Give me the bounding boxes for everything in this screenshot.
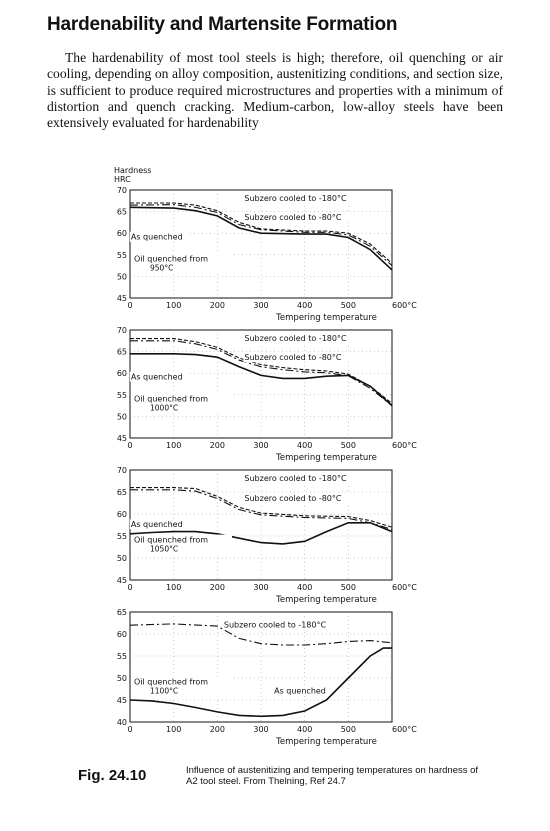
x-tick-label: 100 bbox=[166, 441, 182, 450]
oil-quench-label: Oil quenched from bbox=[134, 394, 209, 404]
x-tick-label: 400 bbox=[297, 441, 313, 450]
x-tick-label: 600°C bbox=[392, 441, 417, 450]
x-tick-label: 200 bbox=[209, 301, 225, 310]
x-tick-label: 600°C bbox=[392, 583, 417, 592]
x-tick-label: 0 bbox=[127, 725, 133, 734]
y-tick-label: 70 bbox=[116, 466, 127, 475]
x-axis-label: Tempering temperature bbox=[276, 453, 377, 463]
oil-quench-label: Oil quenched from bbox=[134, 677, 209, 687]
y-tick-label: 55 bbox=[116, 390, 127, 400]
x-tick-label: 600°C bbox=[392, 301, 417, 310]
x-tick-label: 0 bbox=[127, 301, 133, 310]
y-tick-label: 45 bbox=[116, 576, 127, 585]
x-tick-label: 500 bbox=[340, 725, 356, 734]
y-axis-unit: HRC bbox=[114, 175, 131, 184]
y-tick-label: 50 bbox=[116, 554, 127, 563]
x-tick-label: 300 bbox=[253, 725, 269, 734]
y-tick-label: 50 bbox=[116, 272, 127, 282]
x-tick-label: 500 bbox=[340, 583, 356, 592]
x-tick-label: 500 bbox=[340, 441, 356, 450]
series-label: Subzero cooled to -180°C bbox=[244, 333, 347, 343]
body-paragraph: The hardenability of most tool steels is high; therefore, oil quenching or air cooling, depending on alloy composition, austenitizing conditions, and section size, is sufficient to produce required microstructures and properties with a minimum of distortion and quench cracking. Medium-carbon, low-alloy steels have been extensively evaluated for hardenability bbox=[47, 50, 503, 131]
chart-panel-4 bbox=[117, 608, 417, 747]
y-tick-label: 65 bbox=[116, 608, 127, 617]
caption-text: Influence of austenitizing and tempering temperatures on hardness of A2 tool steel. From Thelning, Ref 24.7 bbox=[186, 765, 479, 787]
y-tick-label: 55 bbox=[116, 652, 127, 661]
y-axis-label: Hardness bbox=[114, 166, 152, 175]
y-tick-label: 65 bbox=[116, 488, 127, 497]
chart-panel-1 bbox=[114, 166, 417, 323]
x-tick-label: 500 bbox=[340, 301, 356, 310]
y-tick-label: 40 bbox=[116, 718, 127, 727]
series-label: Subzero cooled to -80°C bbox=[244, 213, 342, 223]
x-tick-label: 0 bbox=[127, 583, 133, 592]
oil-quench-temp: 950°C bbox=[150, 263, 174, 273]
series-label: Subzero cooled to -180°C bbox=[244, 474, 347, 483]
y-tick-label: 70 bbox=[116, 186, 127, 195]
y-tick-label: 45 bbox=[116, 696, 127, 705]
series-label: Subzero cooled to -180°C bbox=[223, 620, 327, 630]
y-tick-label: 70 bbox=[116, 326, 127, 335]
oil-quench-temp: 1050°C bbox=[150, 544, 179, 554]
x-axis-label: Tempering temperature bbox=[276, 313, 377, 323]
figure-label: Fig. 24.10 bbox=[78, 767, 147, 784]
x-tick-label: 300 bbox=[253, 441, 269, 450]
oil-quench-label: Oil quenched from bbox=[134, 254, 209, 264]
oil-quench-temp: 1100°C bbox=[150, 686, 179, 696]
series-label: As quenched bbox=[130, 372, 183, 382]
y-tick-label: 65 bbox=[116, 347, 127, 357]
chart-panel-3 bbox=[117, 466, 417, 605]
series-label: As quenched bbox=[274, 686, 326, 696]
y-tick-label: 60 bbox=[116, 630, 127, 639]
x-tick-label: 200 bbox=[209, 583, 225, 592]
x-tick-label: 0 bbox=[127, 441, 133, 450]
y-tick-label: 55 bbox=[116, 250, 127, 260]
y-tick-label: 60 bbox=[116, 369, 127, 379]
x-axis-label: Tempering temperature bbox=[276, 595, 377, 605]
series-label: As quenched bbox=[130, 232, 183, 242]
series-label: Subzero cooled to -180°C bbox=[244, 193, 347, 203]
x-tick-label: 100 bbox=[166, 583, 182, 592]
x-tick-label: 300 bbox=[253, 301, 269, 310]
x-tick-label: 100 bbox=[166, 301, 182, 310]
y-tick-label: 45 bbox=[116, 294, 127, 303]
y-tick-label: 45 bbox=[116, 434, 127, 443]
series-label: Subzero cooled to -80°C bbox=[244, 353, 342, 363]
oil-quench-label: Oil quenched from bbox=[134, 535, 209, 545]
x-tick-label: 300 bbox=[253, 583, 269, 592]
y-tick-label: 65 bbox=[116, 207, 127, 217]
section-heading: Hardenability and Martensite Formation bbox=[47, 14, 398, 35]
y-tick-label: 55 bbox=[116, 532, 127, 541]
x-tick-label: 200 bbox=[209, 441, 225, 450]
y-tick-label: 60 bbox=[116, 229, 127, 239]
y-tick-label: 50 bbox=[116, 674, 127, 683]
series-label: Subzero cooled to -80°C bbox=[244, 493, 342, 503]
x-tick-label: 600°C bbox=[392, 725, 417, 734]
oil-quench-temp: 1000°C bbox=[150, 403, 179, 413]
chart-panel-2 bbox=[117, 326, 417, 463]
x-tick-label: 400 bbox=[297, 301, 313, 310]
x-tick-label: 400 bbox=[297, 725, 313, 734]
x-tick-label: 400 bbox=[297, 583, 313, 592]
series-label: As quenched bbox=[130, 520, 183, 530]
x-tick-label: 200 bbox=[209, 725, 225, 734]
x-tick-label: 100 bbox=[166, 725, 182, 734]
y-tick-label: 60 bbox=[116, 510, 127, 519]
x-axis-label: Tempering temperature bbox=[276, 737, 377, 747]
y-tick-label: 50 bbox=[116, 412, 127, 422]
